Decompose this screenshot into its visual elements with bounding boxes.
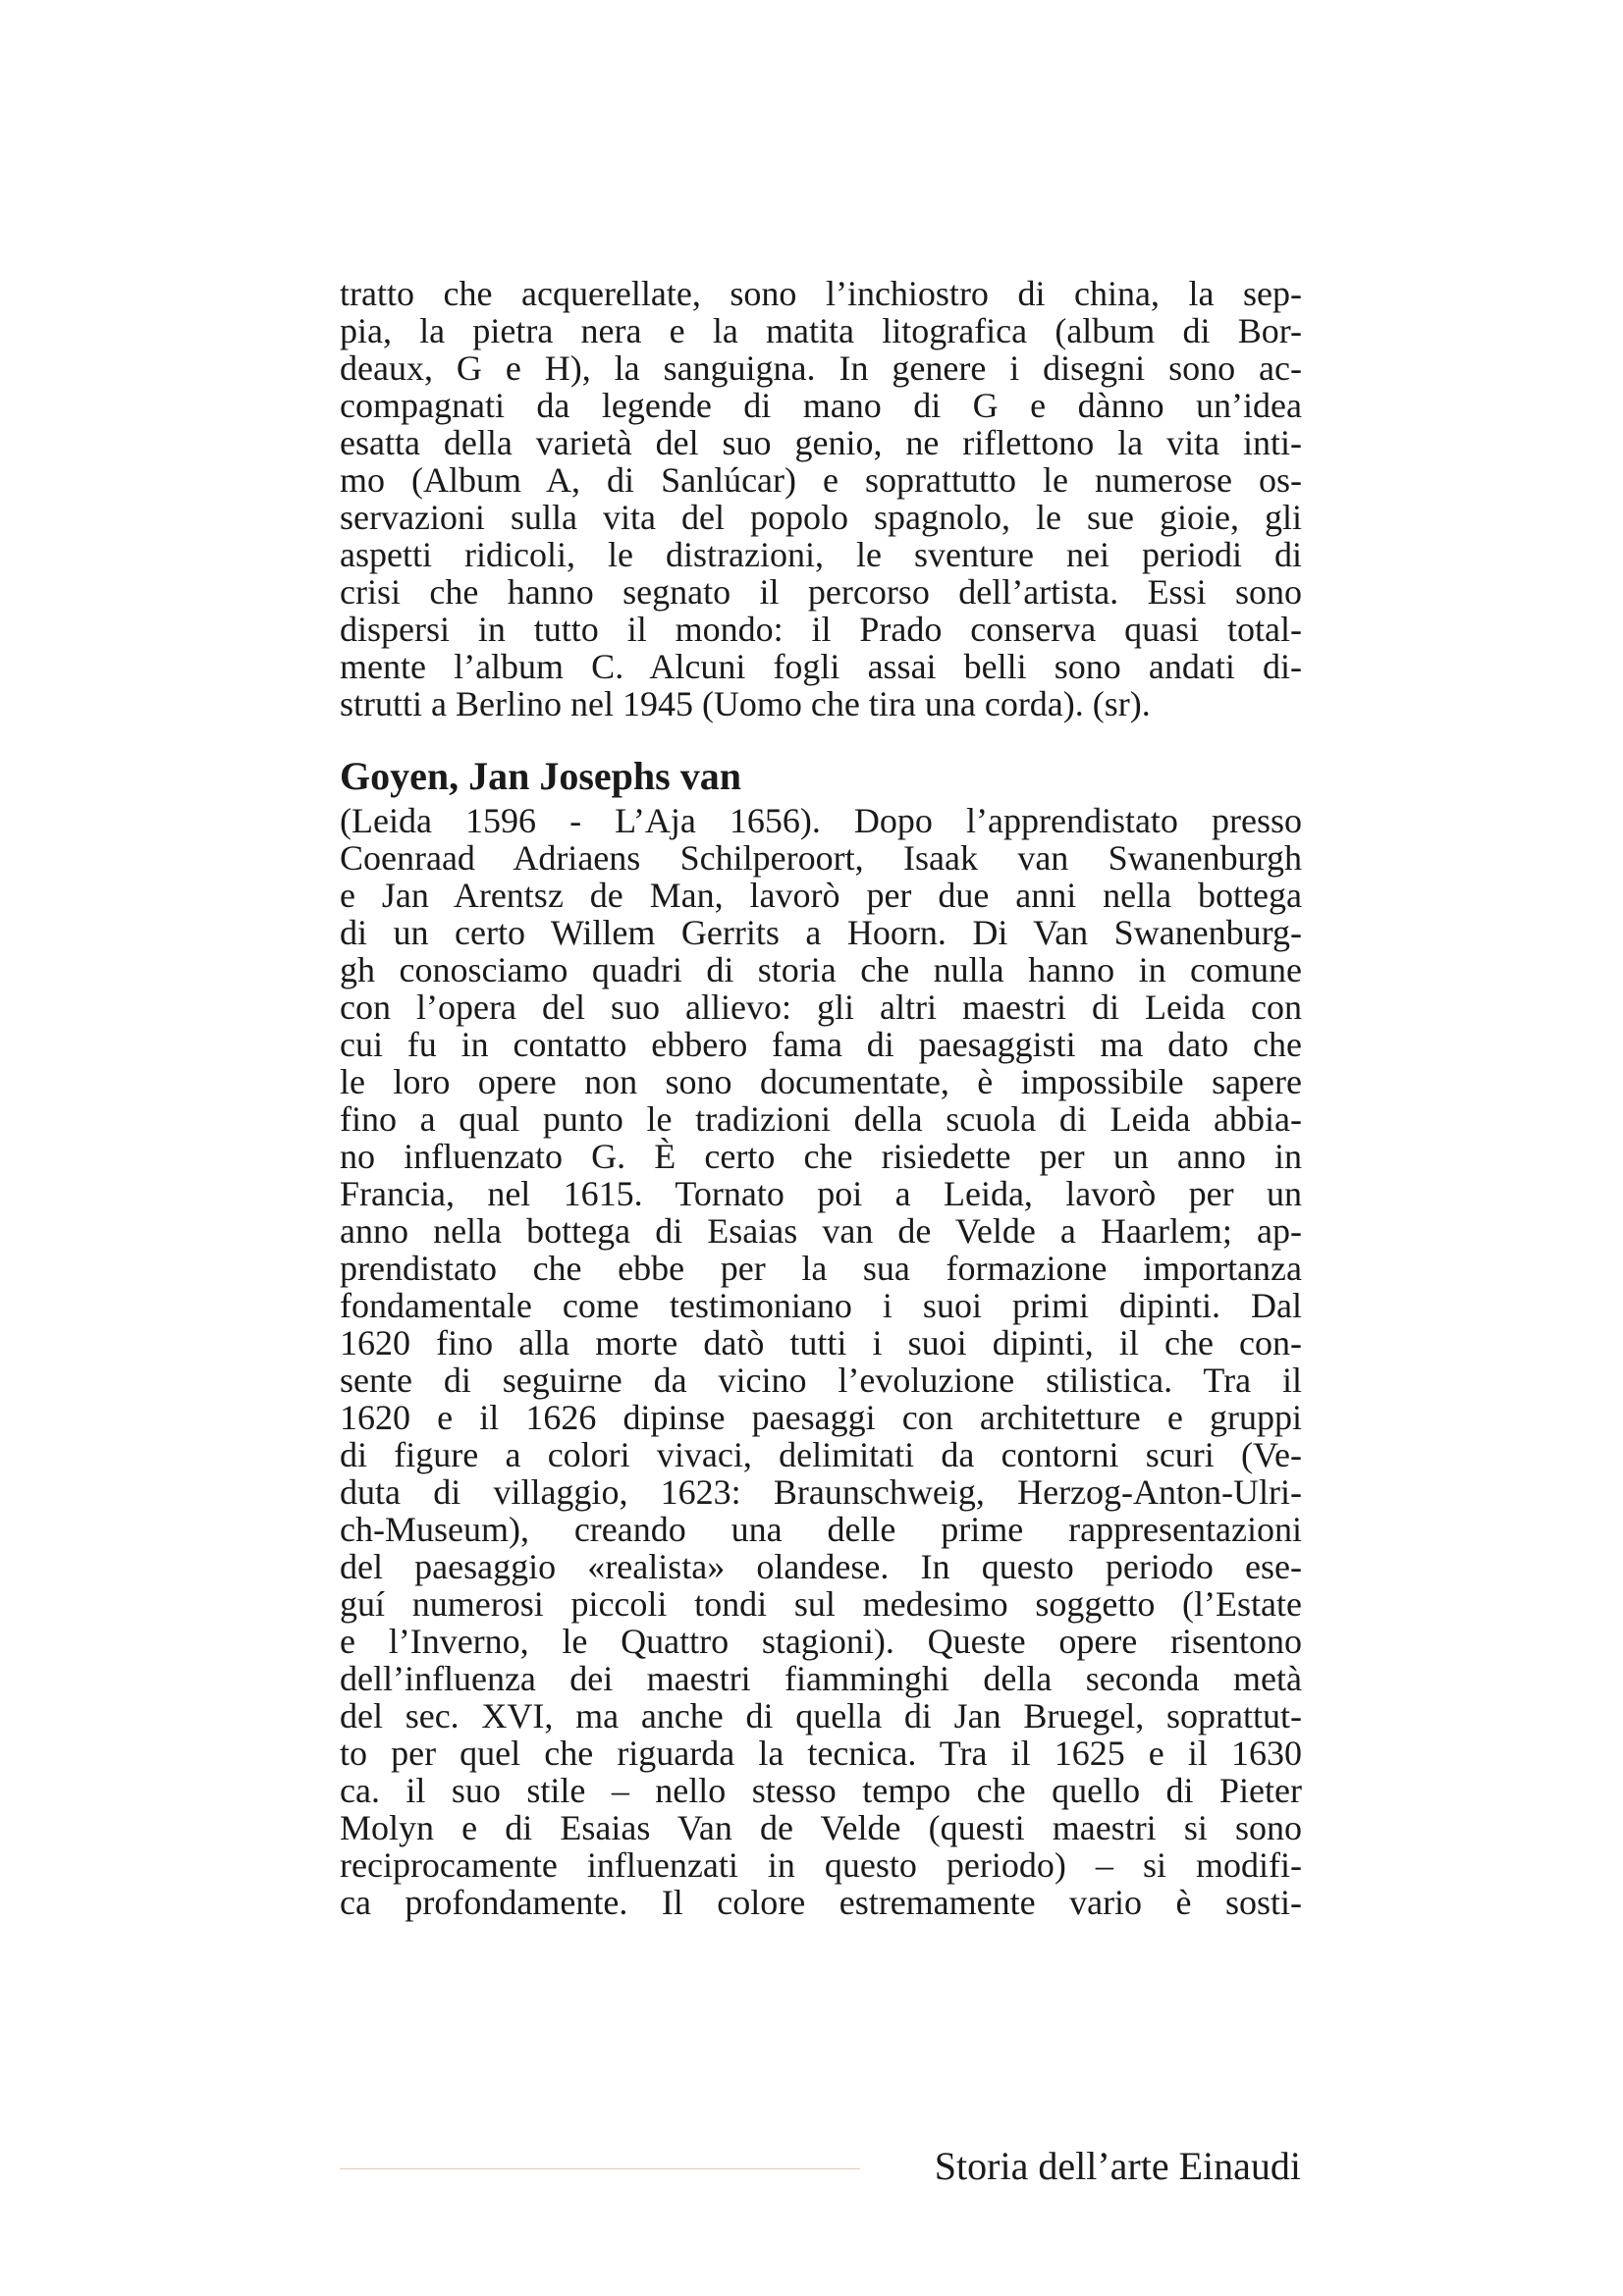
intro-line: mente l’album C. Alcuni fogli assai belli sono andati di-	[340, 647, 1302, 686]
intro-line: tratto che acquerellate, sono l’inchiostro di china, la sep-	[340, 274, 1302, 313]
entry-line: 1620 fino alla morte datò tutti i suoi dipinti, il che con-	[340, 1323, 1302, 1362]
intro-paragraph	[340, 275, 1302, 722]
entry-line: reciprocamente influenzati in questo periodo) – si modifi-	[340, 1845, 1302, 1885]
footer-title: Storia dell’arte Einaudi	[934, 2144, 1301, 2188]
intro-line: deaux, G e H), la sanguigna. In genere i disegni sono ac-	[340, 348, 1302, 388]
entry-line: to per quel che riguarda la tecnica. Tra il 1625 e il 1630	[340, 1734, 1302, 1773]
entry-line: di figure a colori vivaci, delimitati da contorni scuri (Ve-	[340, 1435, 1302, 1474]
entry-line: e Jan Arentsz de Man, lavorò per due anni nella bottega	[340, 876, 1302, 915]
entry-line: gh conosciamo quadri di storia che nulla hanno in comune	[340, 950, 1302, 989]
entry-line: sente di seguirne da vicino l’evoluzione stilistica. Tra il	[340, 1361, 1302, 1400]
intro-line: mo (Album A, di Sanlúcar) e soprattutto le numerose os-	[340, 460, 1302, 500]
entry-line: guí numerosi piccoli tondi sul medesimo soggetto (l’Estate	[340, 1584, 1302, 1624]
entry-line: ch-Museum), creando una delle prime rappresentazioni	[340, 1510, 1302, 1549]
entry-line: no influenzato G. È certo che risiedette per un anno in	[340, 1137, 1302, 1176]
entry-line: dell’influenza dei maestri fiamminghi della seconda metà	[340, 1659, 1302, 1698]
entry-line: di un certo Willem Gerrits a Hoorn. Di Van Swanenburg-	[340, 913, 1302, 952]
intro-line: compagnati da legende di mano di G e dànno un’idea	[340, 386, 1302, 425]
entry-line: con l’opera del suo allievo: gli altri maestri di Leida con	[340, 988, 1302, 1027]
entry-title: Goyen, Jan Josephs van	[340, 754, 741, 798]
intro-line: crisi che hanno segnato il percorso dell’artista. Essi sono	[340, 572, 1302, 612]
intro-line: servazioni sulla vita del popolo spagnolo, le sue gioie, gli	[340, 498, 1302, 537]
entry-line: Francia, nel 1615. Tornato poi a Leida, lavorò per un	[340, 1174, 1302, 1213]
entry-line: fondamentale come testimoniano i suoi primi dipinti. Dal	[340, 1286, 1302, 1325]
entry-line: ca profondamente. Il colore estremamente vario è sosti-	[340, 1883, 1302, 1922]
text-column	[340, 275, 1302, 1921]
footer-rule	[340, 2168, 860, 2169]
entry-line: prendistato che ebbe per la sua formazione importanza	[340, 1249, 1302, 1288]
entry-line: del paesaggio «realista» olandese. In questo periodo ese-	[340, 1547, 1302, 1586]
entry-line: Molyn e di Esaias Van de Velde (questi maestri si sono	[340, 1808, 1302, 1847]
entry-line: duta di villaggio, 1623: Braunschweig, Herzog-Anton-Ulri-	[340, 1472, 1302, 1512]
entry-line: anno nella bottega di Esaias van de Velde a Haarlem; ap-	[340, 1211, 1302, 1251]
intro-line: strutti a Berlino nel 1945 (Uomo che tira una corda). (sr).	[340, 684, 1151, 723]
entry-line: e l’Inverno, le Quattro stagioni). Queste opere risentono	[340, 1622, 1302, 1661]
intro-line: aspetti ridicoli, le distrazioni, le sventure nei periodi di	[340, 535, 1302, 574]
entry-line: del sec. XVI, ma anche di quella di Jan Bruegel, soprattut-	[340, 1696, 1302, 1735]
entry-line: Coenraad Adriaens Schilperoort, Isaak van Swanenburgh	[340, 838, 1302, 878]
intro-line: dispersi in tutto il mondo: il Prado conserva quasi total-	[340, 610, 1302, 649]
intro-line: esatta della varietà del suo genio, ne riflettono la vita inti-	[340, 423, 1302, 462]
entry-line: fino a qual punto le tradizioni della scuola di Leida abbia-	[340, 1099, 1302, 1139]
entry-paragraph	[340, 802, 1302, 1921]
entry-line: ca. il suo stile – nello stesso tempo che quello di Pieter	[340, 1771, 1302, 1810]
entry-line: le loro opere non sono documentate, è impossibile sapere	[340, 1062, 1302, 1101]
intro-line: pia, la pietra nera e la matita litografica (album di Bor-	[340, 311, 1302, 350]
entry-line: (Leida 1596 - L’Aja 1656). Dopo l’apprendistato presso	[340, 801, 1302, 840]
entry-line: cui fu in contatto ebbero fama di paesaggisti ma dato che	[340, 1025, 1302, 1064]
entry-line: 1620 e il 1626 dipinse paesaggi con architetture e gruppi	[340, 1398, 1302, 1437]
